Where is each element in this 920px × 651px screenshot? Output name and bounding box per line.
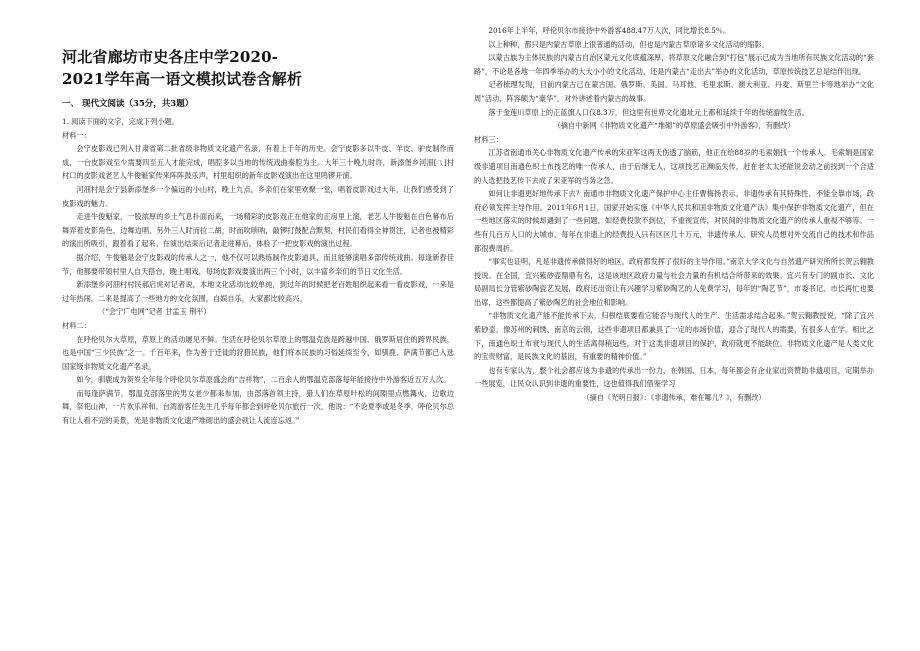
right-paragraph: 以上种种，都只是内蒙古草原上很普通的活动，但也是内蒙古草原诸多文化活动的缩影。 [488,39,769,49]
left-paragraph: 新添堡乡河沺村村民郝启虎对记者说，本地文化活动比较单纯，到过年的时候把老百姓组织起来看一看皮影戏，一来是过年热闹，二来是提高了一些地方的文化氛围，自娱自乐，大家都比较高兴。 [62,280,454,303]
left-paragraph: 如今，驯鹿成为贺岁全年每个呼伦贝尔草原盛会的“吉祥物”，二百余人的鄂温克部落每年能接待中外游客近五万人次。 [76,375,451,385]
title-line-1: 河北省廊坊市史各庄中学2020- [62,48,279,66]
citation-2: （摘自中新网《非物质文化遗产“堆砌”的草原盛会吸引中外游客》，有删改） [553,121,795,131]
left-paragraph: 会宁皮影戏已列入甘肃省第二批省级非物质文化遗产名录，有着上千年的历史。会宁皮影多以牛皮、羊皮、驴皮制作而成，一台皮影戏至少需要四至五人才能完成，唱腔多以当地的传统戏曲秦腔为主。大年三十晚九时许，新添堡乡河沺[ㄟ]村村口的皮影戏老艺人牛俊魁家传来阵阵鼓乐声，村里组织的新年皮影戏演出在这里鸣锣开演。 [62,144,454,181]
right-paragraph: 2016年上半年，呼伦贝尔市接待中外游客488.47万人次，同比增长8.5％。 [488,26,731,35]
left-paragraph: 据介绍，牛俊魁是会宁皮影戏的传承人之一，他不仅可以熟练制作皮影道具，而且能够演唱多部传统戏曲。每逢新春佳节，他都要带领村里人自天搭台，晚上唱戏，每场皮影戏要演出两三个小时，以丰富乡亲们的节日文化生活。 [62,252,454,276]
right-paragraph: 也有专家认为，整个社会都应该为非遗的传承出一份力，在韩国、日本，每年都会有企业家出资赞助非遗项目，定期举办一些展览，让民众认识到非遗的重要性，这也值得我们借鉴学习 [474,365,874,389]
left-paragraph: 走进牛俊魁家，一股浓厚的乡土气息扑面而来，一场精彩的皮影戏正在他家的正房里上演，老艺人牛俊魁在白色幕布后舞弄着皮影角色，边舞边唱，另外三人时而拉二胡，时而吹唢呐，敲锣打鼓配合默契，村民们看得全神贯注，记者也被精彩的演出所吸引，跟着看了起来。在演出结束后记者走进幕后，体验了一把皮影戏的演出过程。 [62,212,454,249]
title-line-2: 2021学年高一语文模拟试卷含解析 [62,70,303,88]
right-paragraph: “事实也证明，凡是非遗传承做得好的地区，政府都发挥了很好的主导作用。”南京大学文化与自然遗产研究所所长贺云翱教授说。在全国，宜兴紫砂壶鼎鼎有名，这是该地区政府力量与社会力量的有机结合所带来的效果。宜兴有专门的副市长、文化局副局长分管紫砂陶瓷艺发展，政府还出资让有兴趣学习紫砂陶艺的人免费学习，每年的“陶艺节”，市委书记、市长再忙也要出席，这些都提高了紫砂陶艺的社会地位和影响。 [474,257,874,307]
left-paragraph: 在呼伦贝尔大草原，草原上的活动屡见不鲜。生活在呼伦贝尔草原上的鄂温克族是跨越中国、俄罗斯居住的跨界民族，也是中国“三少民族”之一。千百年来，作为善于迁徙的狩猎民族，他们将本民族的习俗延续至今，如驯鹿、萨满节都已入选国家级非物质文化遗产名录。 [62,334,454,371]
question-1-prompt: 1. 阅读下面的文字，完成下列小题。 [62,117,179,126]
right-column [474,24,874,405]
left-paragraph: 而每逢萨满节，鄂温克部落里的男女老少都来参加，由部落首领主持，猎人们在草原叶松的间隙里点燃篝火，边歌边舞，祭祀山神，一片欢乐祥和。台湾游客任先生几乎每年都会到呼伦贝尔旅行一次，他说：“不论夏季或是冬季，呼伦贝尔总有让人看不完的美景，光是非物质文化遗产堆砌出的盛会就让人流连忘返。” [62,388,454,426]
material-2-label: 材料二： [62,320,91,330]
left-column [62,0,454,428]
right-paragraph: 记者梳理发现，目前内蒙古已在蒙古国、俄罗斯、美国、马耳他、毛里求斯、澳大利亚、丹麦、斯里兰卡等地举办“文化周”活动，阵容颇为“豪华”，对外讲述着内蒙古的故事。 [474,80,874,103]
material-1-label: 材料一： [62,130,91,140]
right-paragraph: “非物质文化遗产能不能传承下去，归根结底要看它能否与现代人的生产、生活需求结合起来。”贺云翱教授说，“除了宜兴紫砂壶，像苏州的刺绣、南京的云锦，这些非遗项目都兼具了一定的市场价值，迎合了现代人的需要，有很多人在学。相比之下，南通色织土布衰与现代人的生活离得稍远些，对于这类非遗项目的保护，政府就更不能缺位。非物质文化遗产是人类文化的宝贵财富，是民族文化的基因，有重要的精神价值。” [474,311,874,362]
right-paragraph: 江苏省南通市关心非物质文化遗产传承的宋亚军这两天伤透了脑筋，他正在给88岁的毛索娟找一个传承人。毛索娟是国家级非遗项目南通色织土布技艺的唯一传承人，由于后继无人，这项技艺正濒临失传，赶在老太太还能说会动之前找到一个合适的人选把技艺传下去成了宋亚军的当务之急。 [474,148,874,185]
right-paragraph: 如何让非遗更好地传承下去？南通市非物质文化遗产保护中心主任曹梅扬表示，非遗传承有其特殊性，不能全靠市场，政府必须发挥主导作用。2011年6月1日，国家开始实施《中华人民共和国非物质文化遗产法》集中保护非物质文化遗产，但在一些地区落实的时候却遇到了一些问题，如经费投款不到位，不重视宣传，对民间的非物质文化遗产的传承人重视不够等。一些有几百万人口的大城市，每年在非遗上的经费投入只有区区几十万元，非遗传承人、研究人员想对外交流自己的技术和作品都很费周折。 [474,189,874,253]
right-paragraph: 落于金莲川草原上的正蓝旗人口仅8.3万，但这里有世界文化遗址元上都和延续千年的传统游牧生活。 [488,107,809,117]
left-paragraph: 河沺村是会宁县新添堡乡一个偏远的小山村，晚上九点，乡亲们在家里欢聚一堂，唱着皮影戏过大年，让我们感受到了皮影戏的魅力。 [62,184,454,208]
right-paragraph: 以蒙古族为主体民族的内蒙古自治区蒙元文化底蕴深厚，将草原文化融合到“打包”展示已成为当地所有民族文化活动的“套路”，不论是各地一年四季举办的大大小小的文化活动，还是内蒙古“走出去”举办的文化活动，草原传统技艺总是结伴出现。 [474,53,874,76]
page-title [62,46,454,90]
section-heading: 一、 现代文阅读（35分，共3题） [62,99,194,109]
citation-3: （摘自《光明日报》：《非遗传承，难在哪儿？》，有删改） [582,393,766,403]
citation-1: （“会宁广电网”记者 甘孟玉 荆平） [98,307,211,317]
material-3-label: 材料三： [474,134,503,144]
